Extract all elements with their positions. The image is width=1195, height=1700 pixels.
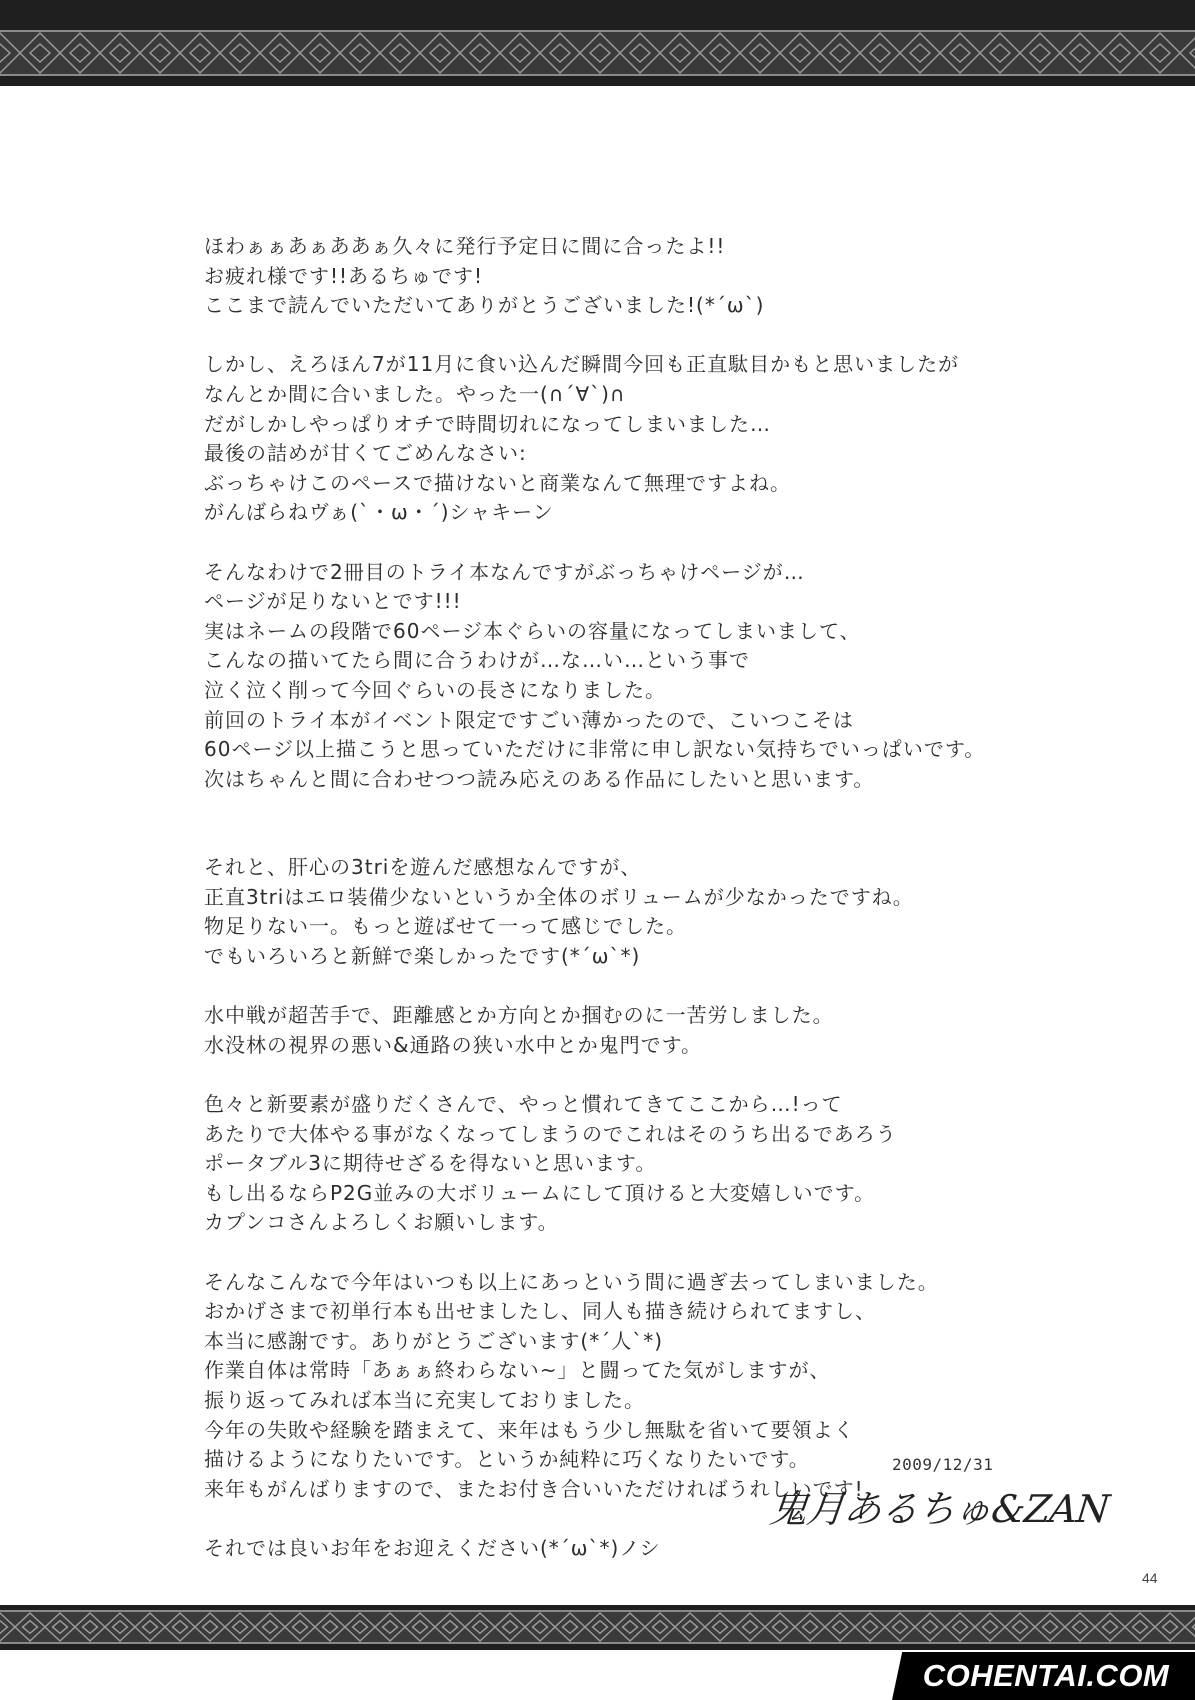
text-line: ほわぁぁあぁああぁ久々に発行予定日に間に合ったよ!! bbox=[204, 234, 726, 258]
afterword-paragraph-3 bbox=[204, 558, 1034, 795]
text-line: もし出るならP2G並みの大ボリュームにして頂けると大変嬉しいです。 bbox=[204, 1180, 876, 1205]
text-line: そんなわけで2冊目のトライ本なんですがぶっちゃけページが… bbox=[204, 559, 805, 584]
afterword-text bbox=[204, 232, 1034, 1564]
text-line: 正直3triはエロ装備少ないというか全体のボリュームが少なかったですね。 bbox=[204, 884, 914, 909]
text-line: 前回のトライ本がイベント限定ですごい薄かったので、こいつこそは bbox=[204, 707, 854, 732]
afterword-paragraph-1 bbox=[204, 232, 1034, 321]
text-line: ここまで読んでいただいてありがとうございました!(*´ω`) bbox=[204, 293, 765, 318]
watermark-text: COHENTAI.COM bbox=[922, 1658, 1170, 1693]
text-line: お疲れ様です!!あるちゅです! bbox=[204, 263, 484, 288]
text-line: ポータブル3に期待せざるを得ないと思います。 bbox=[204, 1151, 657, 1176]
text-line: 最後の詰めが甘くてごめんなさい: bbox=[204, 441, 527, 466]
bottom-ornamental-border bbox=[0, 1605, 1195, 1650]
text-line: あたりで大体やる事がなくなってしまうのでこれはそのうち出るであろう bbox=[204, 1121, 897, 1146]
text-line: がんばらねヴぁ(`・ω・´)シャキーン bbox=[204, 500, 554, 525]
text-line: 描けるようになりたいです。というか純粋に巧くなりたいです。 bbox=[204, 1447, 810, 1472]
text-line: ページが足りないとです!!! bbox=[204, 589, 462, 614]
bottom-border-pattern bbox=[0, 1605, 1195, 1650]
text-line: 水中戦が超苦手で、距離感とか方向とか掴むのに一苦労しました。 bbox=[204, 1003, 834, 1028]
text-line: 水没林の視界の悪い&通路の狭い水中とか鬼門です。 bbox=[204, 1032, 702, 1057]
text-line: ぶっちゃけこのペースで描けないと商業なんて無理ですよね。 bbox=[204, 470, 791, 495]
afterword-paragraph-4 bbox=[204, 853, 1034, 971]
afterword-paragraph-5 bbox=[204, 1001, 1034, 1060]
text-line: 色々と新要素が盛りだくさんで、やっと慣れてきてここから…!って bbox=[204, 1092, 843, 1117]
text-line: なんとか間に合いました。やった一(∩´∀`)∩ bbox=[204, 381, 626, 406]
text-line: だがしかしやっぱりオチで時間切れになってしまいました… bbox=[204, 411, 771, 436]
afterword-paragraph-2 bbox=[204, 350, 1034, 528]
top-border-pattern bbox=[0, 0, 1195, 86]
afterword-paragraph-8 bbox=[204, 1534, 1034, 1564]
text-line: それでは良いお年をお迎えください(*´ω`*)ノシ bbox=[204, 1535, 661, 1560]
text-line: 物足りない一。もっと遊ばせて一って感じでした。 bbox=[204, 914, 687, 939]
text-line: こんなの描いてたら間に合うわけが…な…い…という事で bbox=[204, 648, 750, 673]
text-line: それと、肝心の3triを遊んだ感想なんですが、 bbox=[204, 855, 642, 880]
text-line: 本当に感謝です。ありがとうございます(*´人`*) bbox=[204, 1328, 664, 1353]
text-line: しかし、えろほん7が11月に食い込んだ瞬間今回も正直駄目かもと思いましたが bbox=[204, 352, 960, 377]
text-line: 今年の失敗や経験を踏まえて、来年はもう少し無駄を省いて要領よく bbox=[204, 1417, 855, 1442]
afterword-date: 2009/12/31 bbox=[892, 1455, 994, 1474]
afterword-paragraph-6 bbox=[204, 1090, 1034, 1238]
text-line: 振り返ってみれば本当に充実しておりました。 bbox=[204, 1387, 645, 1412]
text-line: でもいろいろと新鮮で楽しかったです(*´ω`*) bbox=[204, 944, 641, 969]
text-line: 泣く泣く削って今回ぐらいの長さになりました。 bbox=[204, 677, 666, 702]
text-line: 作業自体は常時「あぁぁ終わらない~」と闘ってた気がしますが、 bbox=[204, 1358, 831, 1383]
text-line: 60ページ以上描こうと思っていただけに非常に申し訳ない気持ちでいっぱいです。 bbox=[204, 737, 986, 762]
author-signature: 鬼月あるちゅ&ZAN bbox=[767, 1487, 1111, 1531]
text-line: 次はちゃんと間に合わせつつ読み応えのある作品にしたいと思います。 bbox=[204, 766, 875, 791]
page-number: 44 bbox=[1142, 1570, 1158, 1586]
text-line: おかげさまで初単行本も出せましたし、同人も描き続けられてますし、 bbox=[204, 1299, 876, 1324]
text-line: カプンコさんよろしくお願いします。 bbox=[204, 1210, 559, 1235]
text-line: 来年もがんばりますので、またお付き合いいただければうれしいです! bbox=[204, 1476, 864, 1501]
text-line: そんなこんなで今年はいつも以上にあっという間に過ぎ去ってしまいました。 bbox=[204, 1269, 939, 1294]
top-ornamental-border bbox=[0, 0, 1195, 86]
text-line: 実はネームの段階で60ページ本ぐらいの容量になってしまいまして、 bbox=[204, 618, 861, 643]
